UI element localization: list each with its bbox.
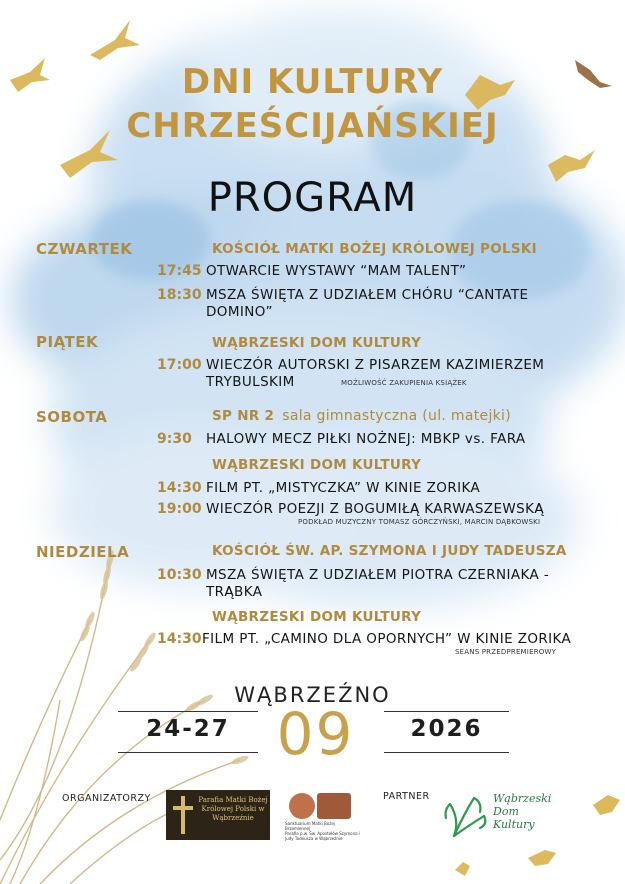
event-text-cont: TRYBULSKIM [206,374,295,390]
divider [384,752,509,753]
parish-logo-2-text: Sanktuarium Matki Bożej Brzemiennej [285,821,335,831]
event-text-cont: TRĄBKA [206,584,263,600]
date-year: 2026 [410,716,483,742]
venue-kosciol-szymona-judy: KOŚCIÓŁ ŚW. AP. SZYMONA I JUDY TADEUSZA [212,543,567,559]
partner-logo-text-1: Wąbrzeski [493,792,552,805]
day-thursday: CZWARTEK [36,240,133,258]
parish-logo-1 [166,790,270,840]
event-text: MSZA ŚWIĘTA Z UDZIAŁEM CHÓRU “CANTATE [206,287,529,303]
event-time: 17:00 [157,357,202,373]
event-time: 9:30 [157,431,192,447]
venue-dom-kultury: WĄBRZESKI DOM KULTURY [212,609,422,625]
venue-dom-kultury: WĄBRZESKI DOM KULTURY [212,335,422,351]
bird-icon [455,862,470,876]
title-line-2: CHRZEŚCIJAŃSKIEJ [126,106,499,146]
day-saturday: SOBOTA [36,408,108,426]
event-text: HALOWY MECZ PIŁKI NOŻNEJ: MBKP vs. FARA [206,431,526,447]
event-time: 14:30 [157,631,202,647]
event-time: 19:00 [157,501,202,517]
venue-sp2 [212,408,511,424]
bird-icon [593,795,620,815]
parish-logo-1-text: Parafia Matki Bożej Królowej Polski w Wąbrzeźnie [198,796,268,822]
event-note: MOŻLIWOŚĆ ZAKUPIENIA KSIĄŻEK [341,379,467,387]
day-friday: PIĄTEK [36,333,99,351]
venue-sp2-name: SP NR 2 [212,408,275,424]
event-text: WIECZÓR AUTORSKI Z PISARZEM KAZIMIERZEM [206,357,545,373]
event-text: FILM PT. „MISTYCZKA” W KINIE ZORIKA [206,480,481,496]
program-heading: PROGRAM [207,175,418,221]
parish-logo-2 [283,790,361,840]
partner-logo-text [493,792,551,831]
venue-dom-kultury: WĄBRZESKI DOM KULTURY [212,457,422,473]
event-time: 17:45 [157,263,202,279]
date-days: 24-27 [146,716,230,742]
bird-icon [528,850,556,866]
event-time: 18:30 [157,287,202,303]
madonna-image-icon [289,793,315,819]
apostles-image-icon [317,793,351,819]
divider [118,711,258,712]
event-text: MSZA ŚWIĘTA Z UDZIAŁEM PIOTRA CZERNIAKA - [206,567,550,583]
event-note: PODKŁAD MUZYCZNY TOMASZ GÓRCZYŃSKI, MARCIN DĄBKOWSKI [298,518,541,526]
bird-icon [90,20,140,60]
cross-icon [170,794,196,836]
event-time: 10:30 [157,567,202,583]
city-name: WĄBRZEŹNO [234,683,391,707]
event-time: 14:30 [157,480,202,496]
partner-label: PARTNER [383,791,430,802]
leaf-logo-icon [440,790,492,840]
event-note: SEANS PRZEDPREMIEROWY [455,648,557,656]
date-month: 09 [276,700,355,768]
day-sunday: NIEDZIELA [36,543,130,561]
partner-logo-text-2: Dom [493,805,519,818]
event-text: WIECZÓR POEZJI Z BOGUMIŁĄ KARWASZEWSKĄ [206,501,544,517]
title-line-1: DNI KULTURY [181,62,444,102]
organizers-label: ORGANIZATORZY [62,793,151,804]
event-text-cont: DOMINO” [206,304,273,320]
event-text: OTWARCIE WYSTAWY “MAM TALENT” [206,263,467,279]
venue-kosciol-mbkp: KOŚCIÓŁ MATKI BOŻEJ KRÓLOWEJ POLSKI [212,241,538,257]
venue-sp2-sub: sala gimnastyczna (ul. matejki) [282,408,511,424]
divider [384,711,509,712]
parish-logo-2-sub: Parafia p.w. Św. Apostołów Szymona i Judy Tadeusza w Wąbrzeźnie [285,831,360,841]
divider [118,752,258,753]
event-text: FILM PT. „CAMINO DLA OPORNYCH” W KINIE ZORIKA [202,631,572,647]
partner-logo-text-3: Kultury [493,818,535,831]
